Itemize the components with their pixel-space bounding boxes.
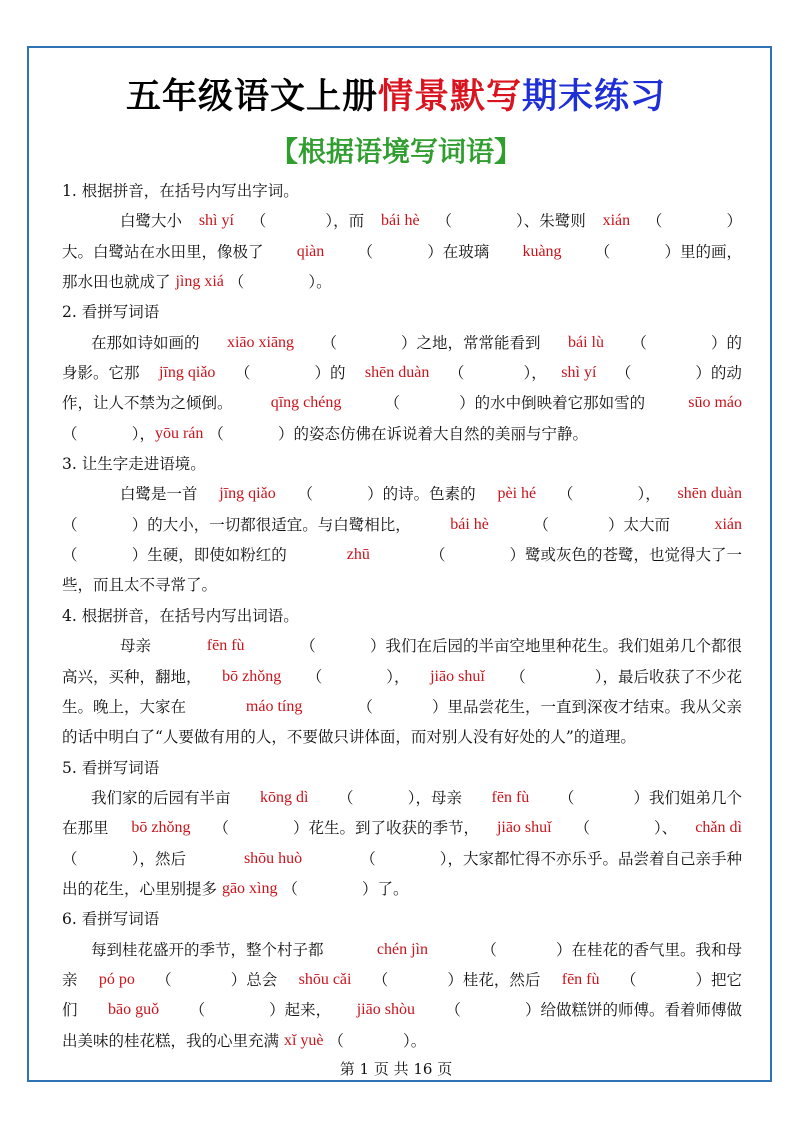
text-segment: 身影。它那	[62, 364, 145, 383]
pinyin-prompt: pó po	[98, 970, 135, 988]
text-segment: 们	[62, 1001, 83, 1020]
pinyin-prompt: bō zhǒng	[131, 819, 191, 837]
text-line	[62, 388, 742, 418]
text-segment: （ ）在桂花的香气里。我和母	[476, 940, 742, 959]
text-segment: 大。白鹭站在水田里，像极了	[62, 242, 269, 261]
pinyin-prompt: fēn fù	[561, 970, 600, 988]
text-segment: （ ）的	[229, 364, 351, 383]
text-line	[62, 267, 742, 297]
text-line	[62, 540, 742, 570]
text-segment: （ ）鹭或灰色的苍鹭，也觉得大了一	[425, 546, 742, 565]
text-segment: （ ），母亲	[333, 788, 467, 807]
text-segment: 作，让人不禁为之倾倒。	[62, 394, 233, 413]
text-segment: 在那里	[62, 819, 114, 838]
text-segment: 6. 看拼写词语	[62, 910, 160, 929]
text-segment: （ ）了。	[277, 879, 409, 898]
text-line	[62, 1026, 742, 1056]
pinyin-prompt: jīng qiǎo	[158, 364, 216, 382]
pinyin-prompt: bāo guǒ	[108, 1001, 160, 1019]
text-segment: （ ）、朱鹭则	[431, 212, 591, 231]
page-title	[0, 72, 792, 122]
text-segment: 母亲	[120, 637, 156, 656]
title-part-exam: 期末练习	[522, 77, 667, 117]
text-segment: 2. 看拼写词语	[62, 303, 160, 322]
text-segment: （ ），然后	[62, 849, 191, 868]
text-line	[62, 601, 742, 631]
text-line	[62, 783, 742, 813]
text-segment: 生。晚上，大家在	[62, 697, 196, 716]
text-segment: （ ）的动	[610, 364, 742, 383]
pinyin-prompt: chén jìn	[376, 940, 428, 958]
text-line	[62, 237, 742, 267]
text-segment: （ ）的	[626, 333, 742, 352]
pinyin-prompt: shōu huò	[243, 849, 303, 867]
pinyin-prompt: jiāo shuǐ	[430, 667, 485, 685]
text-line	[62, 176, 742, 206]
text-segment: 高兴，买种，翻地，	[62, 667, 202, 686]
text-segment: 些，而且太不寻常了。	[62, 576, 218, 595]
text-line	[62, 631, 742, 661]
text-line	[62, 874, 742, 904]
pinyin-prompt: xián	[714, 515, 742, 533]
title-part-scene: 情景默写	[377, 77, 522, 117]
pinyin-prompt: chǎn dì	[695, 819, 742, 837]
text-line	[62, 570, 742, 600]
pinyin-prompt: shì yí	[198, 212, 234, 230]
text-line	[62, 662, 742, 692]
text-segment: 5. 看拼写词语	[62, 758, 160, 777]
pinyin-prompt: zhū	[346, 546, 370, 564]
text-line	[62, 844, 742, 874]
text-segment: （ ）在玻璃	[352, 242, 495, 261]
text-segment: 每到桂花盛开的季节，整个村子都	[91, 940, 329, 959]
title-part-grade: 五年级语文上册	[125, 77, 378, 117]
text-line	[62, 813, 742, 843]
text-segment: 出的花生，心里别提多	[62, 879, 222, 898]
pinyin-prompt: fēn fù	[491, 788, 530, 806]
text-segment: （ ），最后收获了不少花	[505, 667, 742, 686]
text-segment: 3. 让生字走进语境。	[62, 455, 206, 474]
text-segment: （ ）花生。到了收获的季节，	[208, 819, 479, 838]
pinyin-prompt: shōu cǎi	[298, 970, 352, 988]
page-footer: 第 1 页 共 16 页	[339, 1060, 453, 1078]
text-line	[62, 419, 742, 449]
text-segment: 的话中明白了“人要做有用的人，不要做只讲体面，而对别人没有好处的人”的道理。	[62, 728, 636, 747]
text-segment: 白鹭大小	[120, 212, 187, 231]
pinyin-prompt: jīng qiǎo	[219, 485, 276, 503]
pinyin-prompt: bái hè	[380, 212, 420, 230]
text-segment: （ ）。	[323, 1031, 427, 1050]
text-segment: 我们家的后园有半亩	[91, 788, 236, 807]
pinyin-prompt: qīng chéng	[270, 394, 342, 412]
text-segment: （ ）桂花，然后	[367, 970, 546, 989]
pinyin-prompt: sūo máo	[688, 394, 742, 412]
text-segment: （ ）我们姐弟几个	[553, 788, 742, 807]
text-segment: （ ）生硬，即使如粉红的	[62, 546, 292, 565]
pinyin-prompt: fēn fù	[206, 637, 245, 655]
pinyin-prompt: kōng dì	[260, 788, 309, 806]
text-segment: 在那如诗如画的	[91, 333, 205, 352]
text-segment: （ ），	[552, 485, 661, 504]
pinyin-prompt: jiāo shòu	[356, 1001, 415, 1019]
text-segment: （ ）里品尝花生，一直到深夜才结束。我从父亲	[352, 697, 742, 716]
text-line	[62, 510, 742, 540]
text-segment: 出美味的桂花糕，我的心里充满	[62, 1031, 284, 1050]
text-line	[62, 206, 742, 236]
text-segment: 4. 根据拼音，在括号内写出词语。	[62, 606, 299, 625]
pinyin-prompt: kuàng	[522, 242, 562, 260]
pinyin-prompt: máo tíng	[245, 697, 303, 715]
text-segment: （ ）太大而	[528, 515, 675, 534]
pinyin-prompt: xiāo xiāng	[226, 333, 295, 351]
text-line	[62, 479, 742, 509]
pinyin-prompt: bái lù	[567, 333, 604, 351]
pinyin-prompt: pèi hé	[497, 485, 537, 503]
text-segment: 亲	[62, 970, 83, 989]
text-line	[62, 904, 742, 934]
pinyin-prompt: xǐ yuè	[283, 1031, 324, 1049]
text-segment: （ ）给做糕饼的师傅。看着师傅做	[440, 1001, 742, 1020]
pinyin-prompt: shēn duàn	[364, 364, 430, 382]
pinyin-prompt: jìng xiá	[175, 273, 224, 291]
pinyin-prompt: bō zhǒng	[222, 667, 282, 685]
text-segment: （ ）起来，	[184, 1001, 332, 1020]
text-segment: （ ），	[443, 364, 547, 383]
text-line	[62, 965, 742, 995]
text-line	[62, 358, 742, 388]
text-segment: 那水田也就成了	[62, 273, 176, 292]
text-segment: （ ）、	[569, 819, 678, 838]
text-segment: （ ），而	[245, 212, 370, 231]
text-segment: （ ）里的画，	[589, 242, 742, 261]
text-segment: （ ）的大小，一切都很适宜。与白鹭相比，	[62, 515, 411, 534]
text-line	[62, 328, 742, 358]
text-segment: （ ），大家都忙得不亦乐乎。品尝着自己亲手种	[355, 849, 742, 868]
pinyin-prompt: qiàn	[296, 242, 325, 260]
text-segment: （ ），	[62, 424, 155, 443]
text-segment: 1. 根据拼音，在括号内写出字词。	[62, 182, 299, 200]
text-segment: （ ）	[642, 212, 742, 231]
text-segment: （ ）我们在后园的半亩空地里种花生。我们姐弟几个都很	[295, 637, 742, 656]
text-segment: （ ）的诗。色素的	[292, 485, 481, 504]
text-line	[62, 753, 742, 783]
text-line	[62, 722, 742, 752]
text-segment: （ ）之地，常常能看到	[316, 333, 546, 352]
text-line	[62, 692, 742, 722]
pinyin-prompt: xián	[602, 212, 631, 230]
text-line	[62, 449, 742, 479]
text-segment: 白鹭是一首	[120, 485, 203, 504]
text-line	[62, 935, 742, 965]
pinyin-prompt: gāo xìng	[221, 879, 278, 897]
text-line	[62, 297, 742, 327]
text-segment: （ ），	[301, 667, 410, 686]
pinyin-prompt: yōu rán	[154, 424, 204, 442]
pinyin-prompt: jiāo shuǐ	[496, 819, 552, 837]
pinyin-prompt: shēn duàn	[677, 485, 742, 503]
text-segment: （ ）的姿态仿佛在诉说着大自然的美丽与宁静。	[203, 424, 589, 443]
text-segment: （ ）的水中倒映着它那如雪的	[379, 394, 651, 413]
pinyin-prompt: bái hè	[450, 515, 489, 533]
text-line	[62, 995, 742, 1025]
exercise-content	[62, 176, 742, 1056]
text-segment: （ ）。	[223, 273, 332, 292]
text-segment: （ ）总会	[151, 970, 283, 989]
page-subtitle: 【根据语境写词语】	[269, 135, 522, 168]
pinyin-prompt: shì yí	[561, 364, 597, 382]
text-segment: （ ）把它	[615, 970, 742, 989]
